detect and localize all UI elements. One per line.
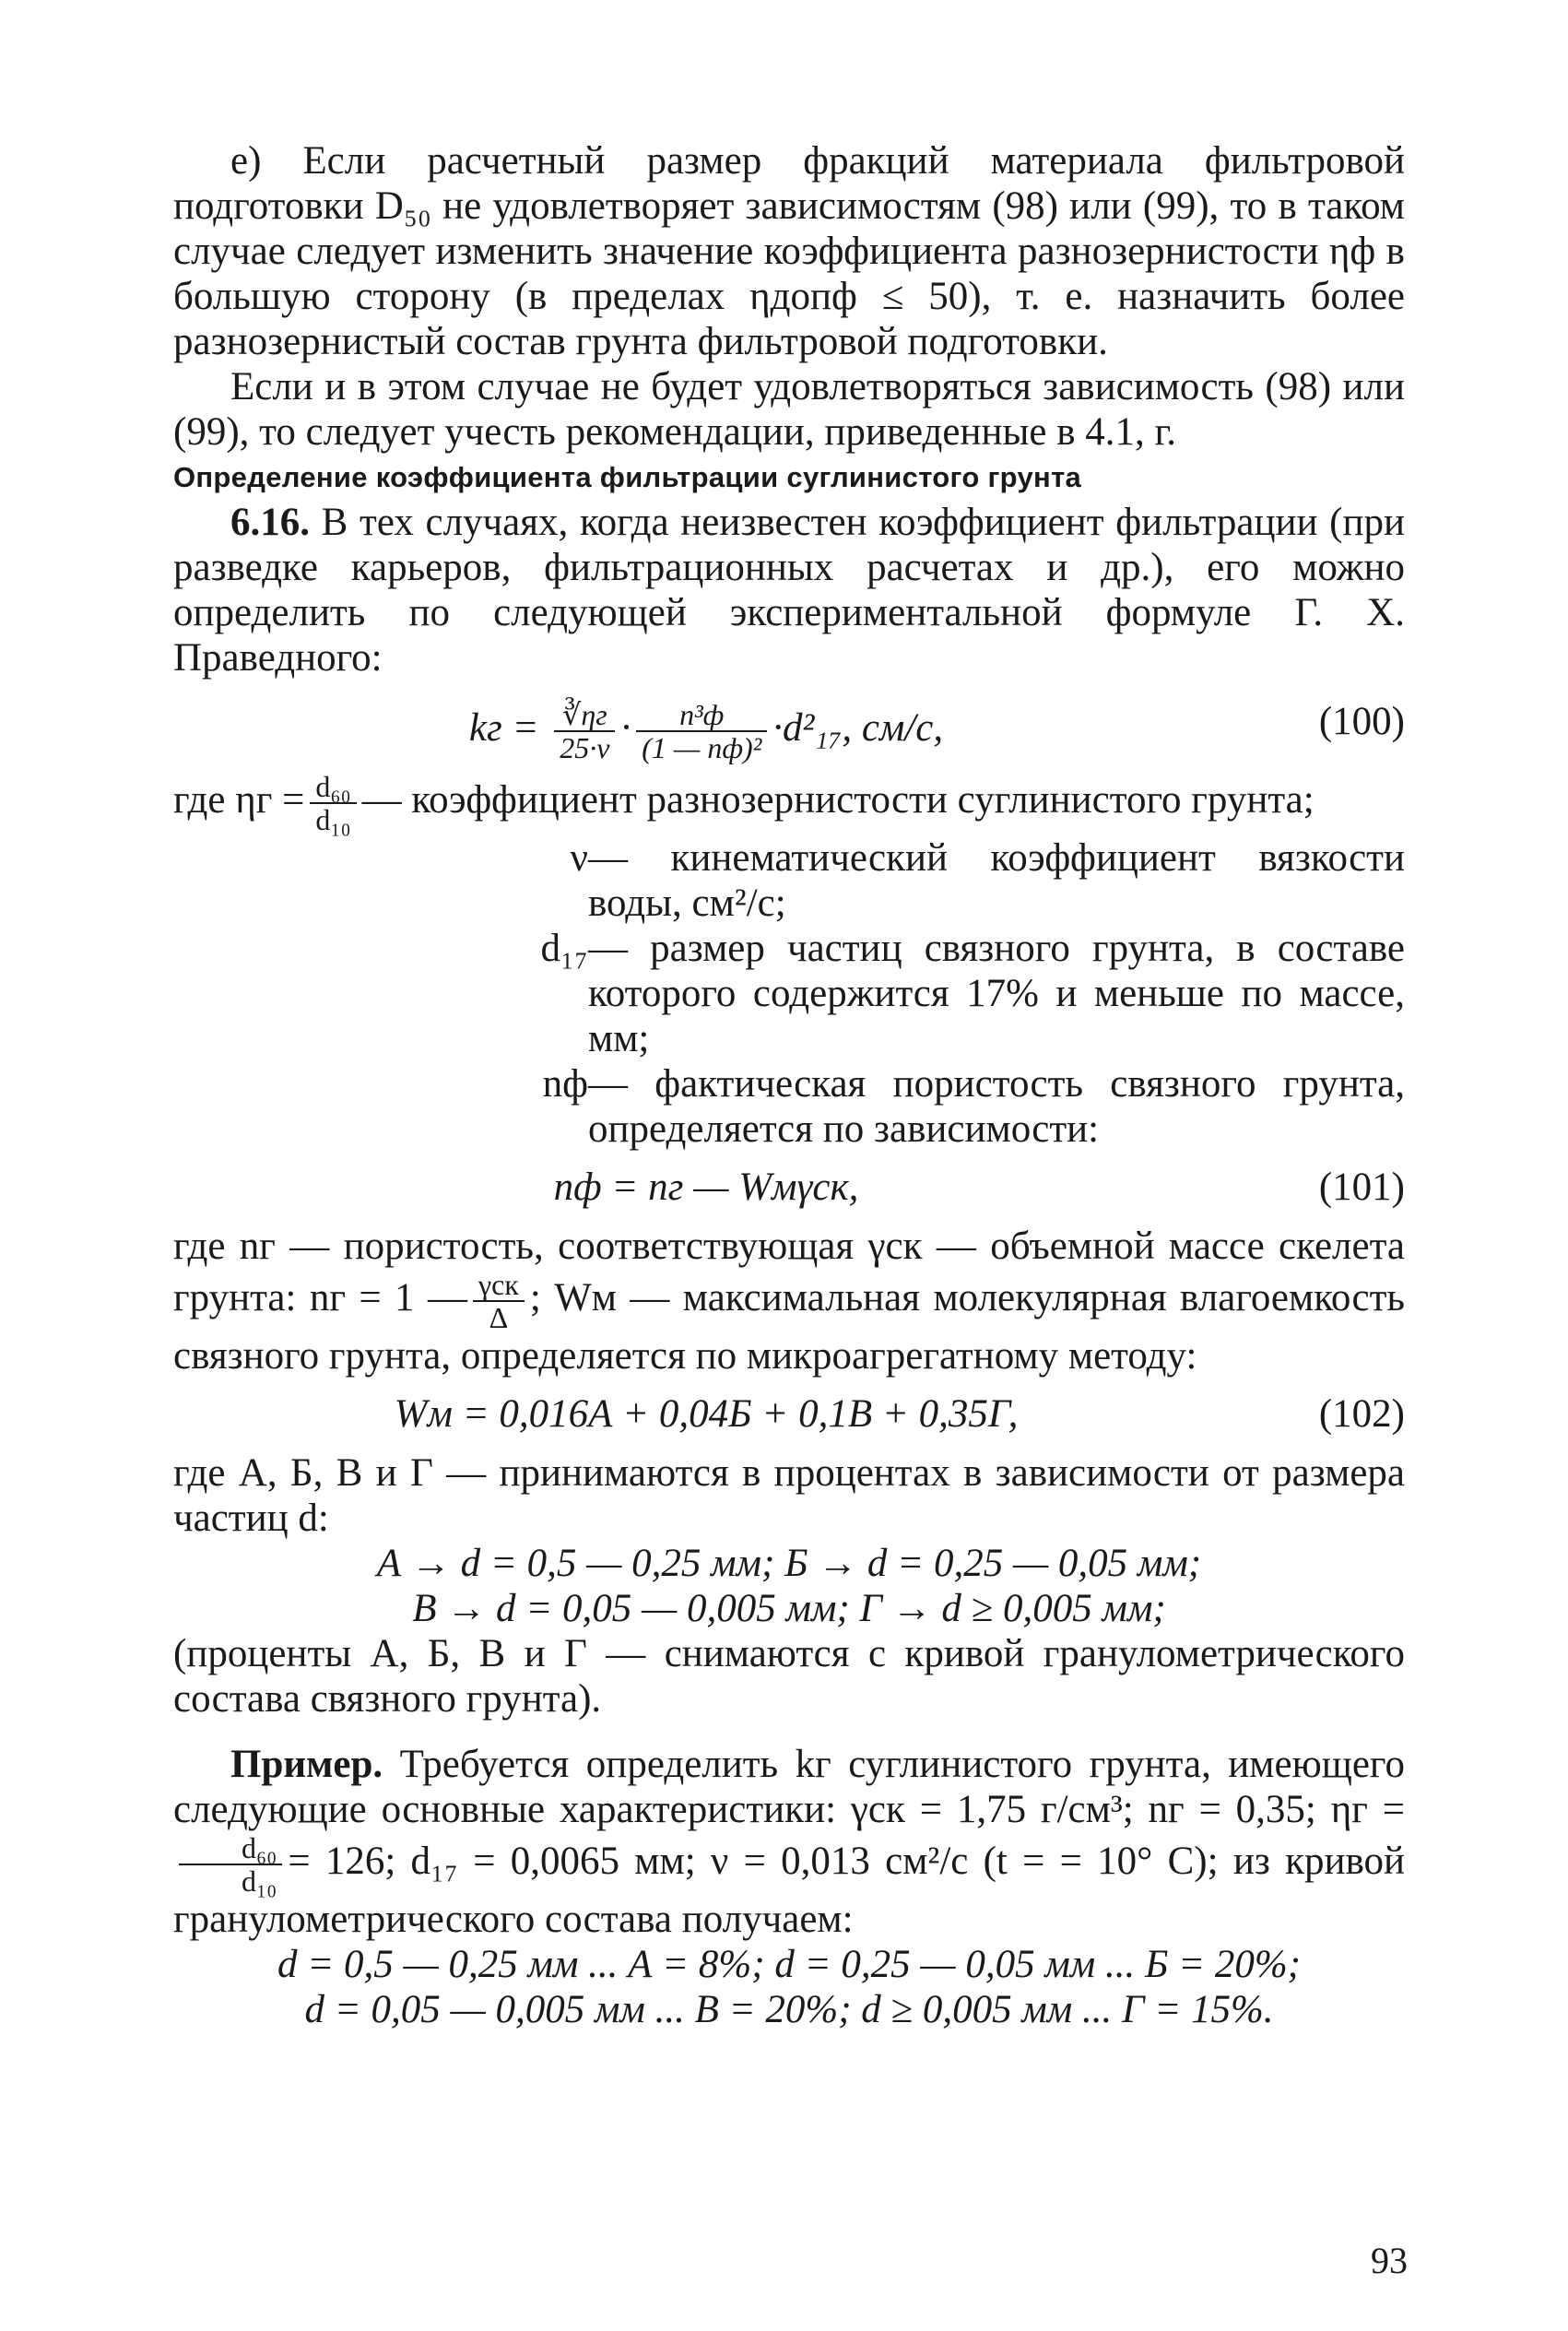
section-heading: Определение коэффициента фильтрации суглинистого грунта (173, 461, 1082, 493)
definition-row (173, 1061, 1405, 1152)
paragraph-porosity-part-1: где nг — пористость, соответствующая γск — объемной массе скелета грунта: nг = 1 — (173, 1225, 1405, 1319)
formula-102 (173, 1386, 1405, 1441)
definition-eta (173, 771, 1405, 835)
definition-term: ν (570, 836, 588, 880)
formula-101 (173, 1159, 1405, 1214)
formula-102-expression: Wм = 0,016А + 0,04Б + 0,1В + 0,35Г, (394, 1392, 1019, 1436)
definition-term: d₁₇ (540, 927, 588, 970)
formula-100-frac1-numerator: ∛ηг (554, 699, 615, 732)
definition-eta-lead: где ηг = (173, 777, 305, 822)
paragraph-porosity-part-2: ; Wм — максимальная молекулярная влагоемкость связного грунта, определяется по микроагрегатному методу: (173, 1275, 1405, 1378)
definition-term: nф (542, 1062, 588, 1106)
formula-100 (173, 688, 1405, 762)
paragraph-percent: (проценты А, Б, В и Г — снимаются с кривой гранулометрического состава связного грунта). (173, 1632, 1405, 1721)
formula-100-tail: ·d²₁₇, см/с, (772, 705, 944, 750)
formula-100-frac1-denominator: 25·ν (560, 731, 610, 764)
paragraph-6-16-text: В тех случаях, когда неизвестен коэффициент фильтрации (при разведке карьеров, фильтрационных расчетах и др.), его можно определить по следующей экспериментальной формуле Г. Х. Праведного: (173, 501, 1405, 680)
paragraph-porosity (173, 1224, 1405, 1378)
formula-100-frac2-denominator: (1 — nф)² (642, 731, 762, 764)
definition-text: — размер частиц связного грунта, в составе которого содержится 17% и меньше по массе, мм; (588, 927, 1405, 1060)
definition-row (173, 926, 1405, 1061)
definitions-list (173, 771, 1405, 1152)
formula-100-expression: kг = $\frac{∛\eta г}{25\cdot\nu}$ · $\frac{\text{n³ф}}{\text{(1 — nф)²}}$ ·d²₁₇, см/с, (468, 698, 944, 764)
example-values-line-2: d = 0,05 — 0,005 мм ... В = 20%; d ≥ 0,005 мм ... Г = 15%. (304, 1988, 1274, 2031)
paragraph-example (173, 1742, 1405, 1942)
formula-100-fraction-1 (554, 699, 615, 763)
example-label: Пример. (230, 1743, 383, 1786)
formula-100-number: (100) (1318, 700, 1405, 743)
size-ranges-line-2: В → d = 0,05 — 0,005 мм; Г → d ≥ 0,005 мм; (412, 1587, 1166, 1630)
example-fraction (179, 1832, 282, 1897)
paragraph-if: Если и в этом случае не будет удовлетворяться зависимость (98) или (99), то следует учесть рекомендации, приведенные в 4.1, г. (173, 365, 1405, 454)
definition-eta-text: — коэффициент разнозернистости суглинистого грунта; (361, 777, 1315, 822)
example-values-line-1: d = 0,5 — 0,25 мм ... А = 8%; d = 0,25 — 0,05 мм ... Б = 20%; (277, 1943, 1301, 1986)
definition-eta-numerator: d₆₀ (310, 771, 356, 804)
formula-101-number: (101) (1318, 1166, 1405, 1209)
formula-101-expression: nф = nг — Wмγск, (553, 1166, 859, 1209)
porosity-fraction (473, 1269, 525, 1333)
paragraph-6-16 (173, 500, 1405, 680)
definition-text: — кинематический коэффициент вязкости воды, см²/с; (588, 836, 1405, 925)
definition-text: — фактическая пористость связного грунта, определяется по зависимости: (588, 1062, 1405, 1151)
example-text-2: = 126; d₁₇ = 0,0065 мм; ν = 0,013 см²/с (t = = 10° С); из кривой гранулометрического состава получаем: (173, 1839, 1405, 1941)
example-fraction-denominator: d₁₀ (242, 1864, 277, 1898)
porosity-fraction-numerator: γск (473, 1269, 525, 1302)
definition-row (173, 835, 1405, 926)
definition-eta-denominator: d₁₀ (315, 803, 351, 836)
formula-102-number: (102) (1318, 1392, 1405, 1436)
clause-number: 6.16. (230, 501, 310, 544)
paragraph-e: е) Если расчетный размер фракций материала фильтровой подготовки D₅₀ не удовлетворяет зависимостям (98) или (99), то в таком случае следует изменить значение коэффициента разнозернистости ηф в большую сторону (в пределах ηдопф ≤ 50), т. е. назначить более разнозернистый состав грунта фильтровой подготовки. (173, 139, 1405, 363)
definition-eta-fraction (310, 771, 356, 835)
example-text-1: Требуется определить kг суглинистого грунта, имеющего следующие основные характеристики: γск = 1,75 г/см³; nг = 0,35; ηг = (173, 1743, 1405, 1831)
formula-100-frac2-numerator: n³ф (636, 699, 767, 732)
formula-100-lhs: kг = (468, 705, 539, 750)
size-ranges-line-1: А → d = 0,5 — 0,25 мм; Б → d = 0,25 — 0,05 мм; (376, 1542, 1202, 1585)
paragraph-abvg: где А, Б, В и Г — принимаются в процентах в зависимости от размера частиц d: (173, 1451, 1405, 1540)
page-number: 93 (1371, 2240, 1408, 2281)
page-body (173, 138, 1405, 2032)
example-fraction-numerator: d₆₀ (179, 1832, 282, 1865)
porosity-fraction-denominator: Δ (489, 1301, 509, 1334)
formula-100-fraction-2 (636, 699, 767, 763)
